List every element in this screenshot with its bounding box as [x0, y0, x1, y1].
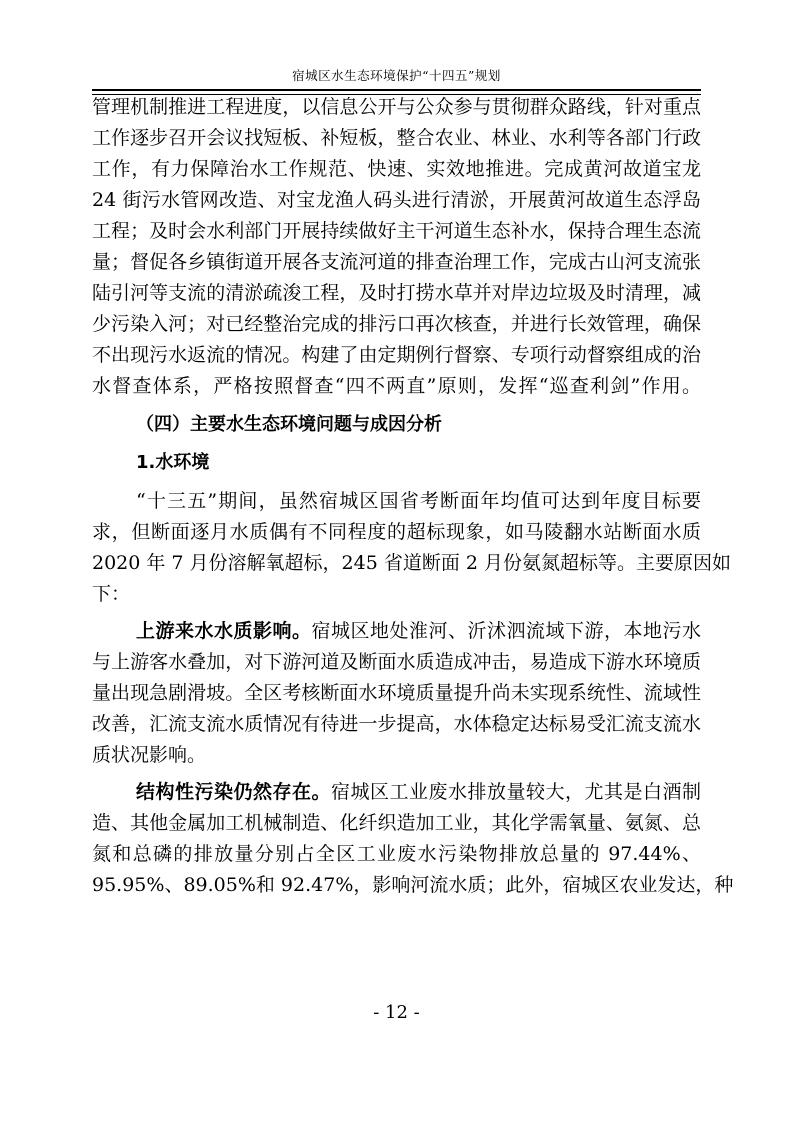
text-line: 陆引河等支流的清淤疏浚工程，及时打捞水草并对岸边垃圾及时清理，减 — [92, 282, 701, 304]
text-line — [92, 616, 701, 647]
text-line: 量出现急剧滑坡。全区考核断面水环境质量提升尚未实现系统性、流域性 — [92, 682, 701, 704]
text-line: 与上游客水叠加，对下游河道及断面水质造成冲击，易造成下游水环境质 — [92, 651, 701, 673]
document-body — [92, 92, 734, 901]
text-line: 下： — [92, 583, 131, 605]
text-line — [92, 777, 701, 808]
text-line: 少污染入河；对已经整治完成的排污口再次核查，并进行长效管理，确保 — [92, 313, 701, 335]
text-line: 95.95%、89.05%和 92.47%，影响河流水质；此外，宿城区农业发达，种 — [92, 874, 734, 896]
text-line: 工作，有力保障治水工作规范、快速、实效地推进。完成黄河故道宝龙 — [92, 158, 701, 180]
text-line: 水督查体系，严格按照督查“四不两直”原则，发挥“巡查利剑”作用。 — [92, 375, 701, 397]
sub-heading: 1.水环境 — [136, 452, 210, 473]
text-line: 不出现污水返流的情况。构建了由定期例行督察、专项行动督察组成的治 — [92, 344, 701, 366]
text-line: 2020 年 7 月份溶解氧超标，245 省道断面 2 月份氨氮超标等。主要原因如 — [92, 552, 732, 574]
paragraph-upstream — [92, 616, 701, 771]
text-line: 工程；及时会水利部门开展持续做好主干河道生态补水，保持合理生态流 — [92, 220, 701, 242]
lead-phrase: 上游来水水质影响。 — [136, 620, 312, 642]
text-span: 宿城区工业废水排放量较大，尤其是白酒制 — [331, 781, 701, 803]
text-line: 氮和总磷的排放量分别占全区工业废水污染物排放总量的 97.44%、 — [92, 843, 701, 865]
header-title: 宿城区水生态环境保护“十四五”规划 — [292, 68, 501, 83]
text-line: 改善，汇流支流水质情况有待进一步提高，水体稳定达标易受汇流支流水 — [92, 713, 701, 735]
text-line: 质状况影响。 — [92, 744, 207, 766]
text-line: 工作逐步召开会议找短板、补短板，整合农业、林业、水利等各部门行政 — [92, 127, 701, 149]
text-span: 宿城区地处淮河、沂沭泗流域下游，本地污水 — [311, 620, 701, 642]
paragraph-progress — [92, 92, 701, 402]
page-header — [92, 66, 701, 91]
text-line: 管理机制推进工程进度，以信息公开与公众参与贯彻群众路线，针对重点 — [92, 96, 701, 118]
text-line: 24 街污水管网改造、对宝龙渔人码头进行清淤，开展黄河故道生态浮岛 — [92, 189, 701, 211]
paragraph-structural-pollution — [92, 777, 734, 901]
lead-phrase: 结构性污染仍然存在。 — [136, 781, 331, 803]
paragraph-water-environment — [92, 486, 732, 610]
section-heading: （四）主要水生态环境问题与成因分析 — [136, 414, 442, 435]
text-line: “十三五”期间，虽然宿城区国省考断面年均值可达到年度目标要 — [136, 490, 701, 512]
text-line: 量；督促各乡镇街道开展各支流河道的排查治理工作，完成古山河支流张 — [92, 251, 701, 273]
text-line: 求，但断面逐月水质偶有不同程度的超标现象，如马陵翻水站断面水质 — [92, 521, 701, 543]
text-line: 造、其他金属加工机械制造、化纤织造加工业，其化学需氧量、氨氮、总 — [92, 812, 701, 834]
page-number: - 12 - — [373, 1002, 420, 1023]
